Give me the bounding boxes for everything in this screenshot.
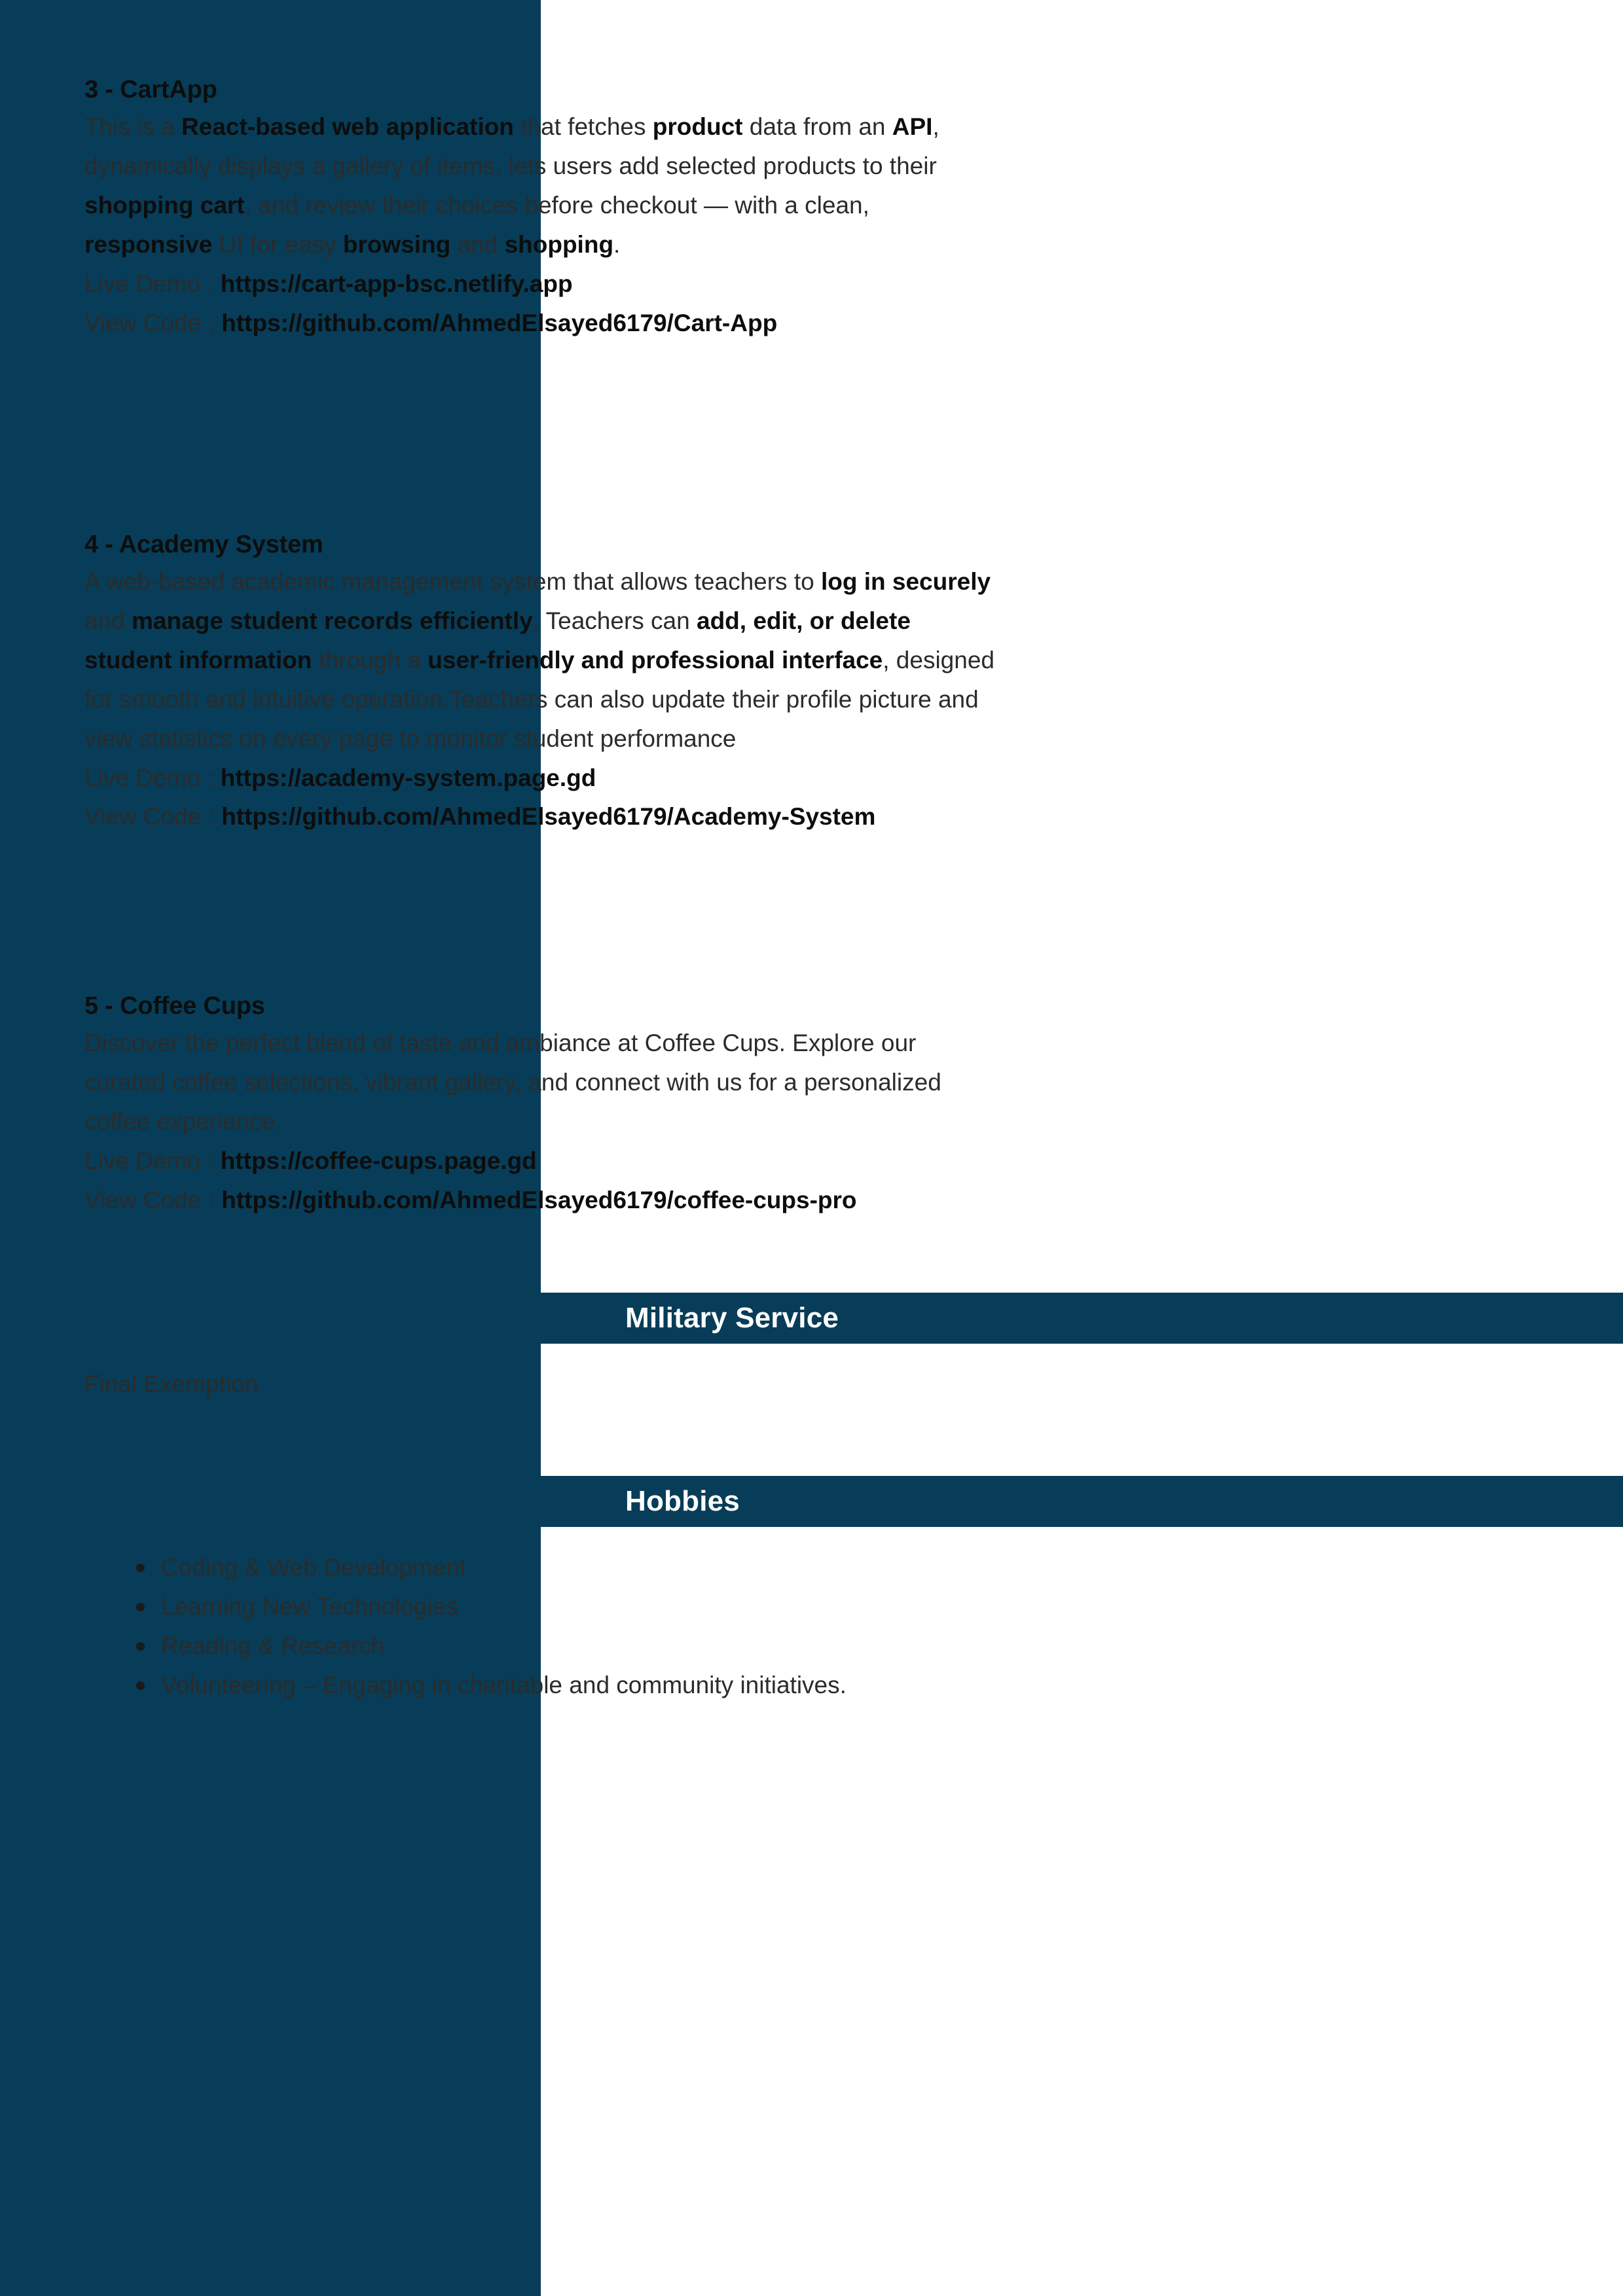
emphasis-text: shopping <box>504 230 614 258</box>
emphasis-text: browsing <box>342 230 451 258</box>
view-code-line <box>84 1181 1001 1220</box>
project-title: 3 - CartApp <box>84 76 217 103</box>
live-demo-label: Live Demo : <box>84 1147 214 1174</box>
plain-run: , dynamically displays a gallery of items, lets users add selected products to their <box>84 113 939 179</box>
view-code-label: View Code : <box>84 803 215 831</box>
plain-run: through a <box>312 646 428 673</box>
plain-run: This is a <box>84 113 182 140</box>
list-item: Coding & Web Development <box>131 1548 995 1587</box>
military-service-value: Final Exemption <box>84 1371 259 1397</box>
project-entry-academy-system <box>84 530 1001 836</box>
list-item: Learning New Technologies <box>131 1587 995 1626</box>
military-service-body <box>84 1365 1001 1404</box>
live-demo-url[interactable]: https://cart-app-bsc.netlify.app <box>220 270 573 297</box>
plain-run: that fetches <box>513 113 653 140</box>
view-code-line <box>84 304 1001 343</box>
plain-run: . Teachers can <box>532 607 697 634</box>
plain-run: , and review their choices before checkout — with a clean, <box>244 191 869 219</box>
emphasis-text: responsive <box>84 230 213 258</box>
live-demo-line <box>84 1141 1001 1181</box>
list-item: Volunteering – Engaging in charitable and community initiatives. <box>131 1666 995 1705</box>
emphasis-text: React-based web application <box>181 113 514 140</box>
view-code-url[interactable]: https://github.com/AhmedElsayed6179/Cart-App <box>221 309 778 336</box>
project-entry-coffee-cups <box>84 992 1001 1220</box>
emphasis-text: add, edit, or delete student information <box>84 607 911 673</box>
section-banner-military-service <box>541 1293 1623 1344</box>
view-code-line <box>84 797 1001 836</box>
view-code-label: View Code : <box>84 309 215 336</box>
project-title: 4 - Academy System <box>84 531 323 558</box>
live-demo-line <box>84 264 1001 304</box>
view-code-label: View Code : <box>84 1186 215 1213</box>
emphasis-text: API <box>892 113 933 140</box>
live-demo-url[interactable]: https://academy-system.page.gd <box>220 764 596 791</box>
project-description <box>84 562 1001 759</box>
hobbies-body <box>131 1548 995 1705</box>
view-code-url[interactable]: https://github.com/AhmedElsayed6179/coffee-cups-pro <box>221 1186 857 1213</box>
project-entry-cartapp <box>84 75 1001 342</box>
plain-run: Discover the perfect blend of taste and ambiance at Coffee Cups. Explore our curated coffee selections, vibrant gallery, and connect with us for a personalized coffee experience. <box>84 1029 941 1135</box>
live-demo-line <box>84 759 1001 798</box>
section-title: Hobbies <box>625 1485 740 1517</box>
section-banner-hobbies <box>541 1476 1623 1527</box>
emphasis-text: user-friendly and professional interface <box>428 646 883 673</box>
emphasis-text: manage student records efficiently <box>132 607 533 634</box>
view-code-url[interactable]: https://github.com/AhmedElsayed6179/Academy-System <box>221 803 876 831</box>
live-demo-label: Live Demo : <box>84 270 214 297</box>
project-description <box>84 107 1001 264</box>
plain-run: . <box>613 230 621 258</box>
section-title: Military Service <box>625 1302 839 1334</box>
plain-run: A web-based academic management system that allows teachers to <box>84 567 821 595</box>
project-title: 5 - Coffee Cups <box>84 992 265 1020</box>
plain-run: and <box>84 607 132 634</box>
plain-run: and <box>450 230 505 258</box>
plain-run: data from an <box>742 113 892 140</box>
live-demo-url[interactable]: https://coffee-cups.page.gd <box>220 1147 537 1174</box>
project-description <box>84 1024 1001 1141</box>
emphasis-text: shopping cart <box>84 191 245 219</box>
plain-run: , designed for smooth and intuitive operation.Teachers can also update their profile picture and view statistics on every page to monitor student performance <box>84 646 994 752</box>
list-item: Reading & Research <box>131 1626 995 1666</box>
plain-run: UI for easy <box>212 230 343 258</box>
emphasis-text: product <box>652 113 743 140</box>
hobbies-list <box>131 1548 995 1705</box>
emphasis-text: log in securely <box>820 567 991 595</box>
live-demo-label: Live Demo : <box>84 764 214 791</box>
